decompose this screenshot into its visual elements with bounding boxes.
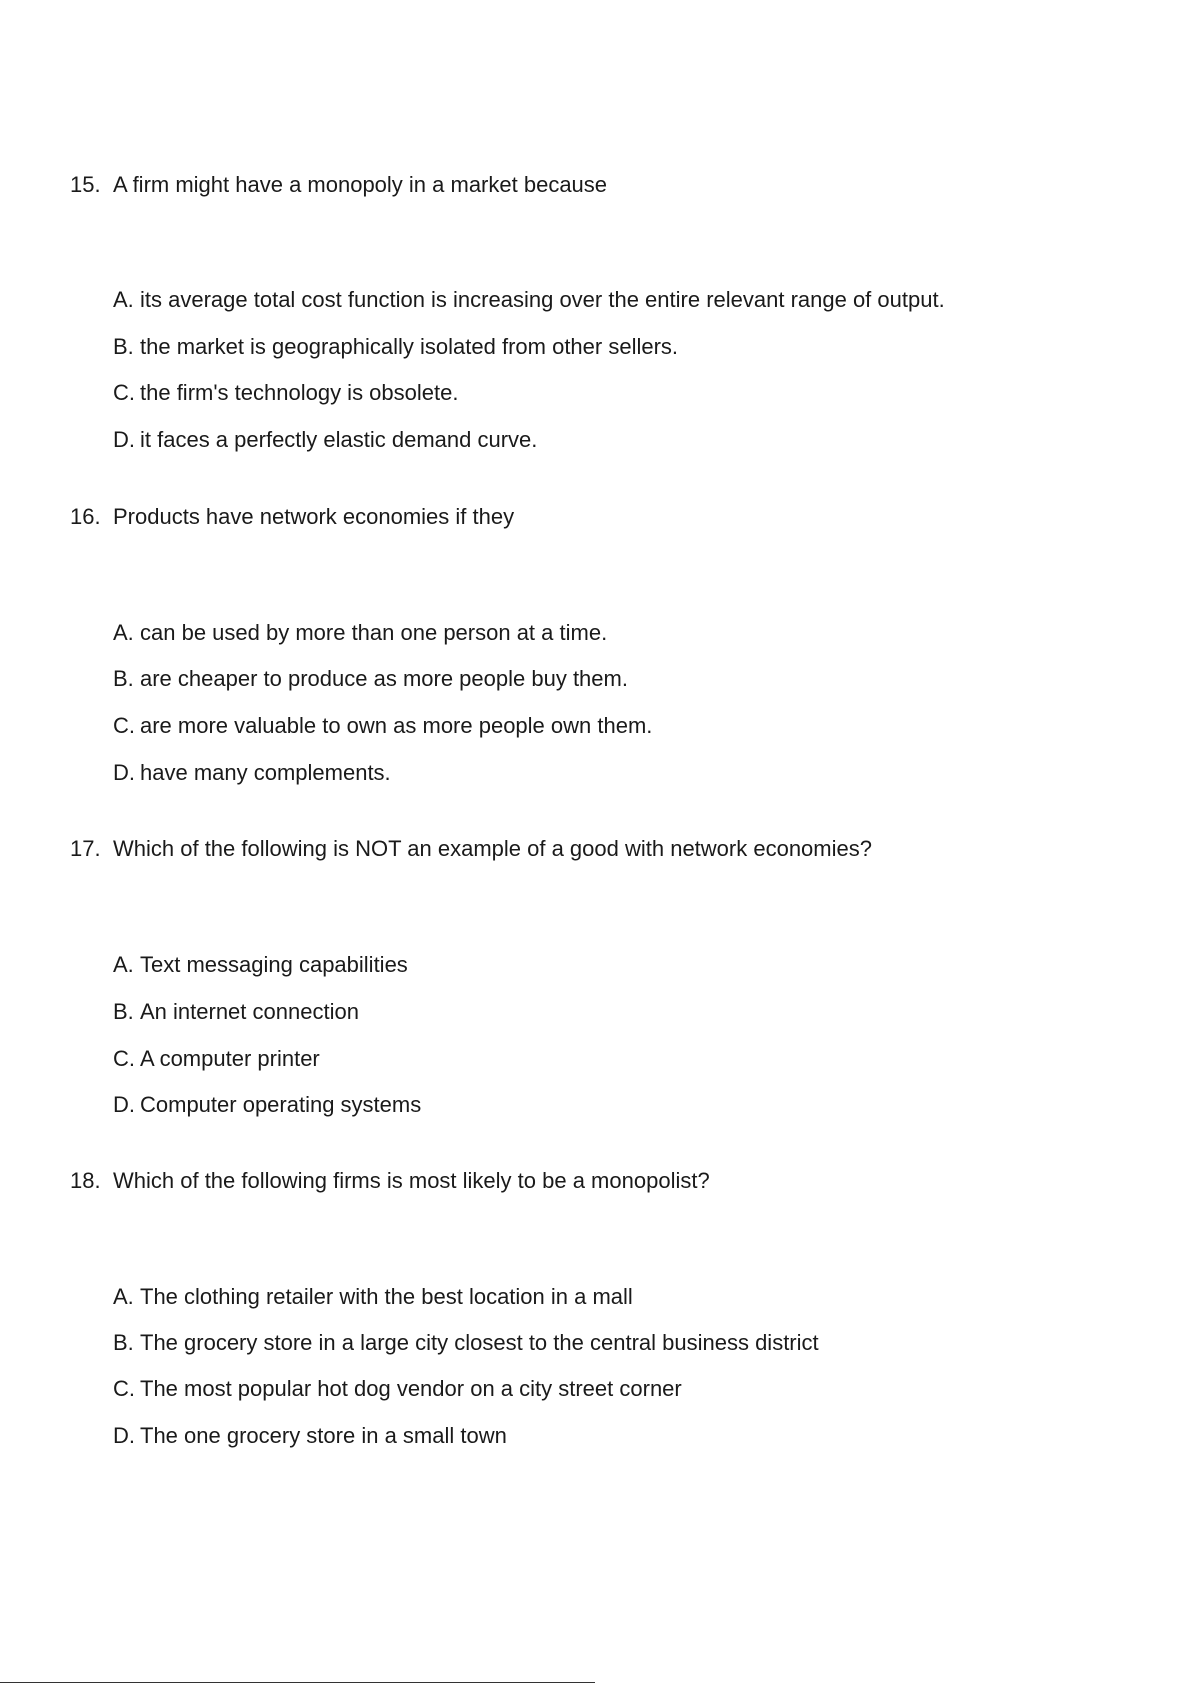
choice-c	[113, 713, 652, 739]
choice-d	[113, 1092, 421, 1118]
choice-b	[113, 666, 628, 692]
choice-d	[113, 760, 391, 786]
choice-letter: B.	[113, 1330, 134, 1355]
question-stem	[70, 172, 607, 198]
question-stem	[70, 836, 872, 862]
choice-letter: A.	[113, 287, 134, 312]
choice-text: A computer printer	[140, 1046, 320, 1071]
choice-c	[113, 380, 458, 406]
choice-letter: A.	[113, 1284, 134, 1309]
choice-letter: B.	[113, 999, 134, 1024]
question-text: A firm might have a monopoly in a market because	[113, 172, 608, 197]
question-number: 15.	[70, 172, 101, 197]
question-text: Which of the following is NOT an example of a good with network economies?	[113, 836, 872, 861]
choice-text: Text messaging capabilities	[140, 952, 408, 977]
question-text: Products have network economies if they	[113, 504, 515, 529]
choice-a	[113, 952, 408, 978]
choice-a	[113, 620, 607, 646]
choice-text: Computer operating systems	[140, 1092, 422, 1117]
choice-c	[113, 1046, 320, 1072]
choice-letter: A.	[113, 620, 134, 645]
question-stem	[70, 504, 514, 530]
choice-text: it faces a perfectly elastic demand curve.	[140, 427, 538, 452]
choice-text: An internet connection	[140, 999, 359, 1024]
choice-b	[113, 999, 359, 1025]
question-number: 18.	[70, 1168, 101, 1193]
choice-text: The clothing retailer with the best location in a mall	[140, 1284, 633, 1309]
choice-letter: A.	[113, 952, 134, 977]
choice-letter: C.	[113, 713, 135, 738]
choice-b	[113, 334, 678, 360]
choice-c	[113, 1376, 682, 1402]
choice-letter: D.	[113, 1092, 135, 1117]
question-number: 17.	[70, 836, 101, 861]
choice-letter: D.	[113, 1423, 135, 1448]
choice-b	[113, 1330, 819, 1356]
question-number: 16.	[70, 504, 101, 529]
choice-d	[113, 1423, 507, 1449]
choice-letter: D.	[113, 760, 135, 785]
choice-text: The most popular hot dog vendor on a city street corner	[140, 1376, 682, 1401]
choice-letter: B.	[113, 334, 134, 359]
choice-text: the firm's technology is obsolete.	[140, 380, 459, 405]
choice-letter: C.	[113, 380, 135, 405]
choice-text: are cheaper to produce as more people buy them.	[140, 666, 628, 691]
footer-divider	[0, 1682, 595, 1683]
choice-d	[113, 427, 537, 453]
choice-text: The one grocery store in a small town	[140, 1423, 507, 1448]
choice-text: can be used by more than one person at a time.	[140, 620, 608, 645]
choice-text: its average total cost function is increasing over the entire relevant range of output.	[140, 287, 945, 312]
question-stem	[70, 1168, 710, 1194]
choice-letter: C.	[113, 1376, 135, 1401]
choice-text: The grocery store in a large city closest to the central business district	[140, 1330, 819, 1355]
choice-letter: D.	[113, 427, 135, 452]
choice-letter: B.	[113, 666, 134, 691]
choice-text: have many complements.	[140, 760, 391, 785]
choice-text: the market is geographically isolated from other sellers.	[140, 334, 679, 359]
choice-letter: C.	[113, 1046, 135, 1071]
choice-text: are more valuable to own as more people own them.	[140, 713, 653, 738]
choice-a	[113, 287, 945, 313]
choice-a	[113, 1284, 633, 1310]
question-text: Which of the following firms is most likely to be a monopolist?	[113, 1168, 710, 1193]
